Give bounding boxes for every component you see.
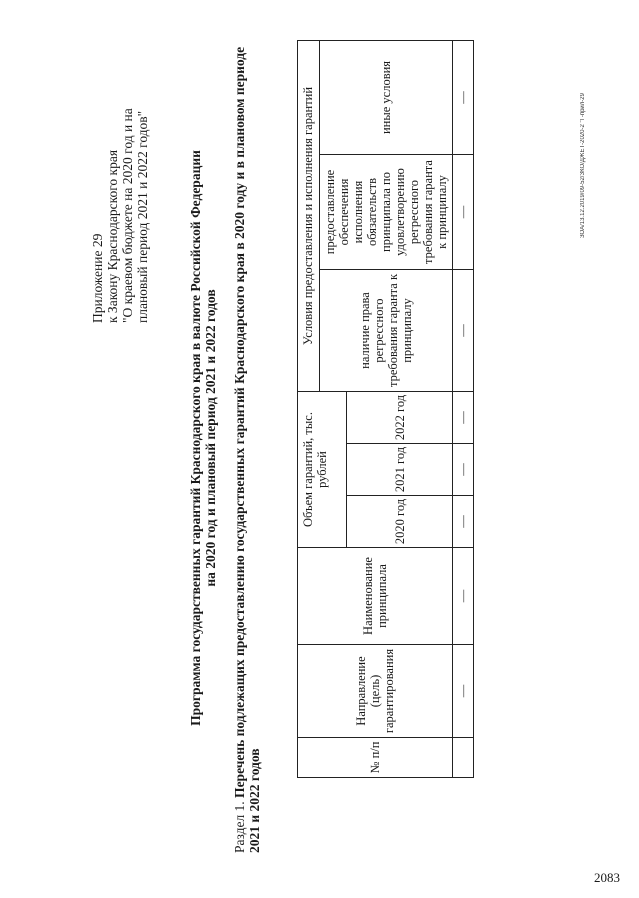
footer-code: ЗОА/13.12.2019/09-52/ЗКО/ДЖЕТ-2020-2 "Г-прил-29 [580, 93, 586, 238]
section-label: Раздел 1. [232, 801, 247, 853]
header-other: иные условия [320, 41, 453, 155]
row-cell-regress: — [453, 270, 474, 392]
guarantees-table [297, 40, 474, 778]
header-direction: Направление (цель) гарантирования [298, 645, 453, 738]
page-number: 2083 [594, 870, 620, 885]
row-cell-direction: — [453, 645, 474, 738]
row-cell-other: — [453, 41, 474, 155]
appendix-line-1: Приложение 29 [90, 233, 105, 323]
row-cell-security: — [453, 155, 474, 270]
section-heading [232, 43, 262, 853]
header-principal: Наименование принципала [298, 548, 453, 645]
header-2022: 2022 год [347, 392, 453, 444]
header-number: № п/п [298, 738, 453, 778]
header-conditions-group: Условия предоставления и исполнения гарантий [298, 41, 320, 392]
appendix-line-3: "О краевом бюджете на 2020 год и на [120, 108, 135, 323]
title-line-1: Программа государственных гарантий Краснодарского края в валюте Российской Федерации [188, 150, 203, 726]
document-title [188, 78, 218, 798]
header-volume-group: Объем гарантий, тыс. рублей [298, 392, 347, 548]
row-cell-2022: — [453, 392, 474, 444]
row-cell-principal: — [453, 548, 474, 645]
header-regress: наличие права регрессного требования гаранта к принципалу [320, 270, 453, 392]
section-text: Перечень подлежащих предоставлению государственных гарантий Краснодарского края в 2020 году и в плановом периоде 2021 и 2022 годов [232, 46, 262, 853]
appendix-line-2: к Закону Краснодарского края [105, 149, 120, 323]
row-cell-number [453, 738, 474, 778]
title-line-2: на 2020 год и плановый период 2021 и 2022 годов [203, 289, 218, 587]
table-row [453, 41, 474, 778]
appendix-line-4: плановый период 2021 и 2022 годов" [135, 110, 150, 323]
row-cell-2020: — [453, 496, 474, 548]
header-2020: 2020 год [347, 496, 453, 548]
row-cell-2021: — [453, 444, 474, 496]
header-2021: 2021 год [347, 444, 453, 496]
header-security: предоставление обеспечения исполнения обязательств принципала по удовлетворению регрессного требования гаранта к принципалу [320, 155, 453, 270]
appendix-block [90, 23, 150, 323]
